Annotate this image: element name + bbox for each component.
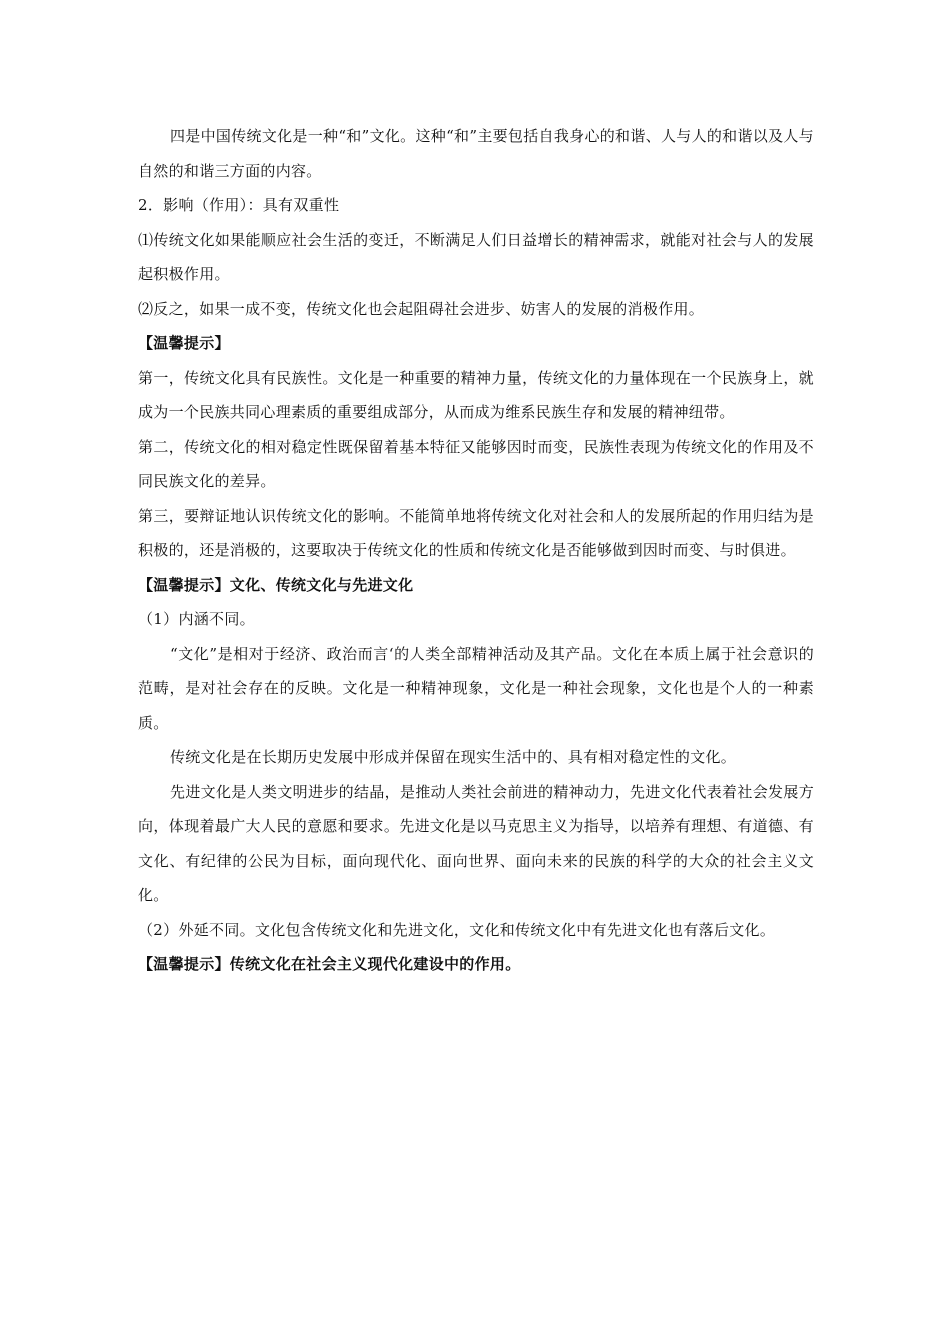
tip-heading-2: 【温馨提示】文化、传统文化与先进文化 [138, 575, 414, 594]
paragraph-traditional-culture-definition: 传统文化是在长期历史发展中形成并保留在现实生活中的、具有相对稳定性的文化。 [170, 748, 737, 766]
document-page [138, 119, 814, 982]
paragraph-tip-first: 第一，传统文化具有民族性。文化是一种重要的精神力量，传统文化的力量体现在一个民族身上，就成为一个民族共同心理素质的重要组成部分，从而成为维系民族生存和发展的精神纽带。 [138, 368, 814, 421]
paragraph-extension: （2）外延不同。文化包含传统文化和先进文化，文化和传统文化中有先进文化也有落后文化。 [138, 920, 776, 939]
tip-heading-1: 【温馨提示】 [138, 334, 230, 352]
paragraph-positive-role: ⑴传统文化如果能顺应社会生活的变迁，不断满足人们日益增长的精神需求，就能对社会与人的发展起积极作用。 [138, 230, 814, 283]
paragraph-culture-definition: “文化”是相对于经济、政治而言‘的人类全部精神活动及其产品。文化在本质上属于社会意识的范畴，是对社会存在的反映。文化是一种精神现象，文化是一种社会现象，文化也是个人的一种素质。 [138, 644, 814, 732]
paragraph-tip-second: 第二，传统文化的相对稳定性既保留着基本特征又能够因时而变，民族性表现为传统文化的作用及不同民族文化的差异。 [138, 437, 814, 490]
paragraph-tip-third: 第三，要辩证地认识传统文化的影响。不能简单地将传统文化对社会和人的发展所起的作用归结为是积极的，还是消极的，这要取决于传统文化的性质和传统文化是否能够做到因时而变、与时俱进。 [138, 506, 814, 559]
section-heading-influence: 2．影响（作用）：具有双重性 [138, 196, 340, 214]
subheading-connotation: （1）内涵不同。 [138, 610, 255, 628]
paragraph-harmony-culture: 四是中国传统文化是一种“和”文化。这种“和”主要包括自我身心的和谐、人与人的和谐以及人与自然的和谐三方面的内容。 [138, 127, 814, 180]
paragraph-negative-role: ⑵反之，如果一成不变，传统文化也会起阻碍社会进步、妨害人的发展的消极作用。 [138, 299, 705, 318]
tip-heading-3: 【温馨提示】传统文化在社会主义现代化建设中的作用。 [138, 955, 521, 973]
paragraph-advanced-culture-definition: 先进文化是人类文明进步的结晶，是推动人类社会前进的精神动力，先进文化代表着社会发展方向，体现着最广大人民的意愿和要求。先进文化是以马克思主义为指导，以培养有理想、有道德、有文化、有纪律的公民为目标，面向现代化、面向世界、面向未来的民族的科学的大众的社会主义文化。 [138, 782, 814, 904]
